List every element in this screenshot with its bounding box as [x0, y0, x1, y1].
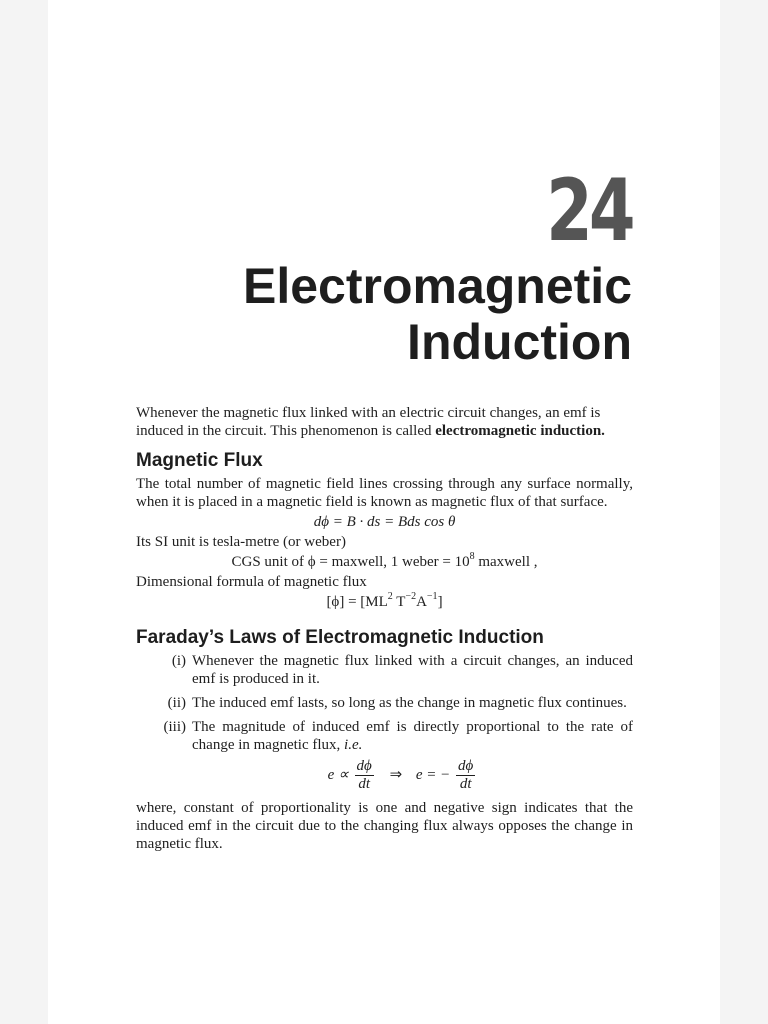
flux-definition: The total number of magnetic field lines crossing through any surface normally, when it is placed in a magnetic field is known as magnetic flux of that surface. — [136, 476, 633, 510]
list-item — [136, 652, 633, 688]
si-unit: Its SI unit is tesla-metre (or weber) — [136, 534, 346, 550]
dimension-part: A — [416, 594, 427, 610]
law-number: (i) — [171, 653, 186, 669]
cgs-unit-text: CGS unit of ϕ = maxwell, 1 weber = 10 — [231, 554, 470, 570]
dimension-part: T — [392, 594, 406, 610]
intro-text: Whenever the magnetic flux linked with an electric circuit changes, an emf is induced in the circuit. This phenomenon is called — [136, 405, 601, 439]
law-number: (iii) — [163, 719, 186, 735]
page — [48, 0, 720, 1024]
faraday-equation — [136, 758, 633, 793]
fraction-denominator: dt — [459, 776, 472, 792]
cgs-unit — [136, 553, 633, 571]
law-text-ie: i.e. — [344, 737, 363, 753]
cgs-exponent: 8 — [469, 551, 475, 562]
list-item — [136, 718, 633, 754]
intro-paragraph — [136, 404, 633, 440]
dimension-part: ] — [437, 594, 443, 610]
law-text — [186, 718, 633, 754]
intro-term: electromagnetic induction. — [435, 423, 605, 439]
fraction-numerator: dϕ — [458, 758, 474, 774]
dimension-formula — [136, 593, 633, 611]
law-text: The induced emf lasts, so long as the change in magnetic flux continues. — [192, 695, 627, 711]
dimension-exponent: 2 — [387, 591, 393, 602]
law-number: (ii) — [167, 695, 186, 711]
dimension-exponent: −1 — [426, 591, 438, 602]
law-text-body: The magnitude of induced emf is directly proportional to the rate of change in magnetic flux, — [192, 719, 633, 753]
faraday-laws-list — [136, 652, 633, 754]
dimension-part: [ϕ] = [ML — [326, 594, 388, 610]
dimension-exponent: −2 — [405, 591, 417, 602]
fraction-dphi-dt — [456, 758, 475, 793]
law-text: Whenever the magnetic flux linked with a circuit changes, an induced emf is produced in it. — [192, 653, 633, 687]
fraction-numerator: dϕ — [356, 758, 372, 774]
chapter-title-line-1: Electromagnetic — [242, 258, 632, 314]
faraday-conclusion: where, constant of proportionality is one and negative sign indicates that the induced emf in the circuit due to the changing flux always opposes the change in magnetic flux. — [136, 800, 633, 852]
eq-right: e = − — [415, 766, 451, 783]
fraction-denominator: dt — [358, 776, 371, 792]
cgs-unit-suffix: maxwell , — [474, 554, 538, 570]
section-heading-faraday: Faraday’s Laws of Electromagnetic Induction — [136, 627, 544, 648]
chapter-title-line-2: Induction — [407, 314, 632, 370]
flux-equation: dϕ = B · ds = Bds cos θ — [313, 514, 456, 530]
chapter-number: 24 — [546, 161, 632, 261]
fraction-dphi-dt — [355, 758, 374, 793]
chapter-content — [136, 404, 633, 853]
list-item — [136, 694, 633, 712]
implies-symbol: ⇒ — [389, 766, 403, 783]
section-heading-magnetic-flux: Magnetic Flux — [136, 450, 263, 471]
eq-left: e ∝ — [327, 766, 349, 783]
chapter-title — [243, 258, 632, 370]
dimension-label: Dimensional formula of magnetic flux — [136, 574, 367, 590]
